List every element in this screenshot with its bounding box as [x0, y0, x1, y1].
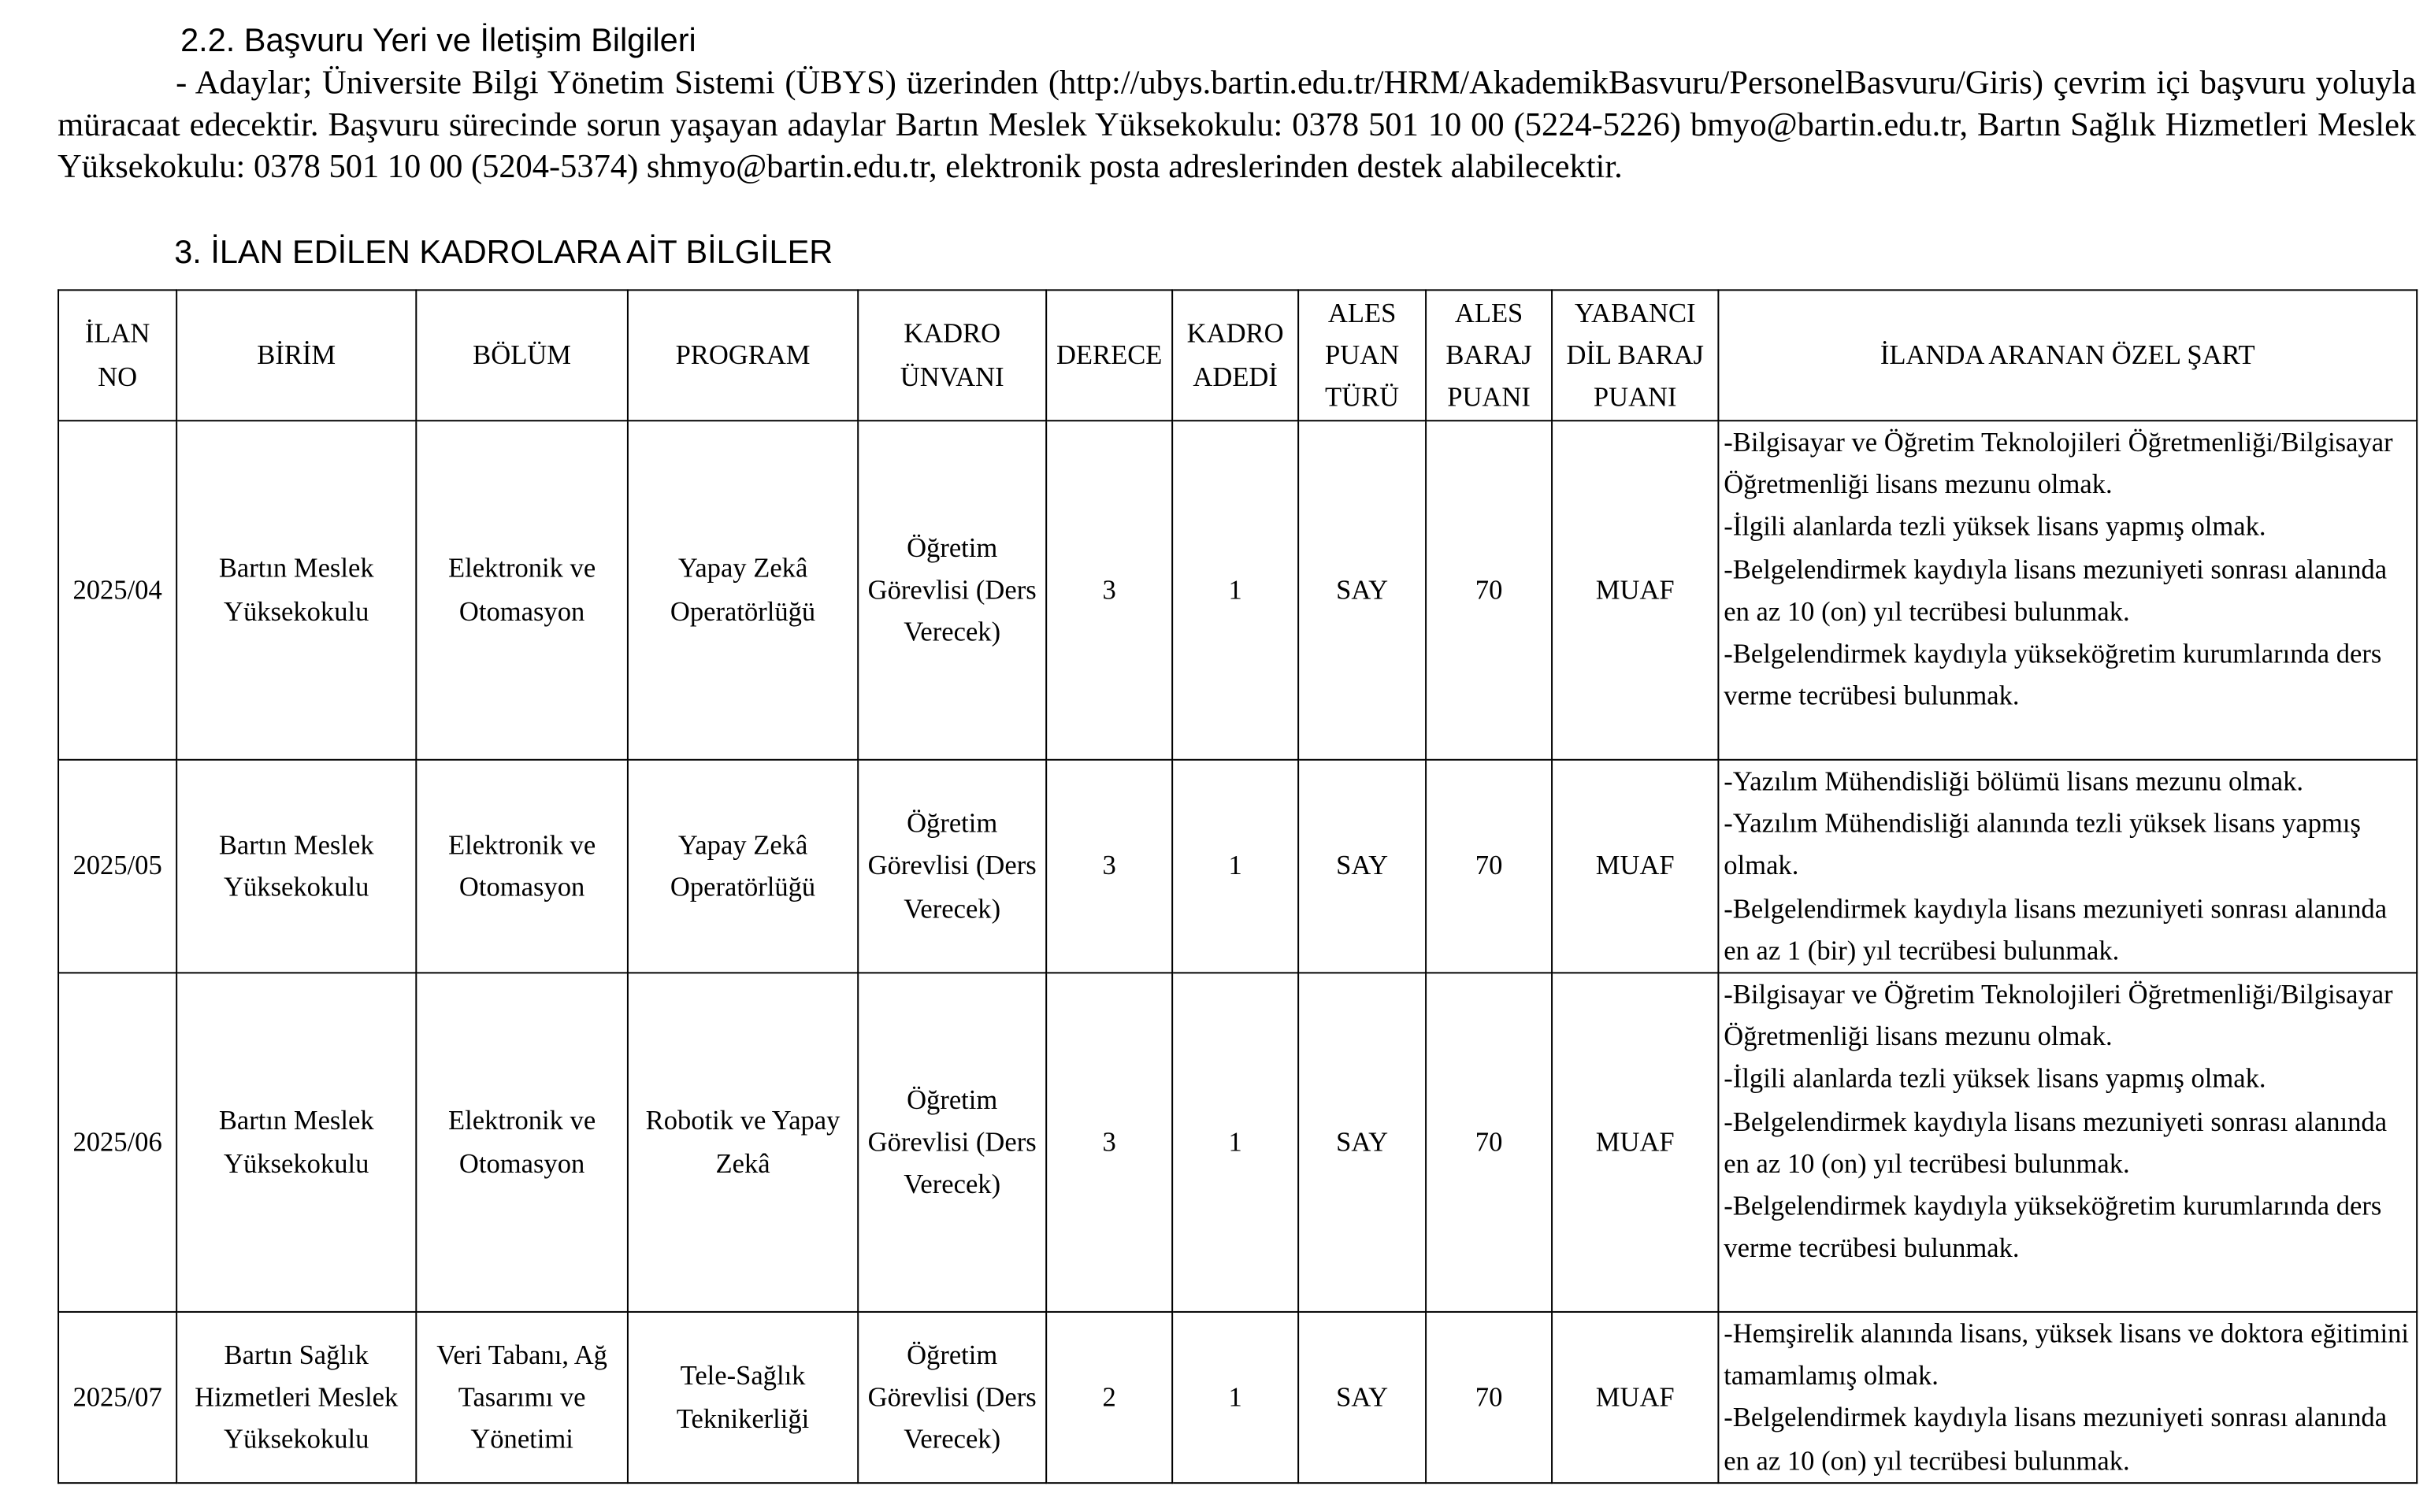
- table-row: [58, 760, 2417, 973]
- condition-item: -Belgelendirmek kaydıyla lisans mezuniyeti sonrası alanında en az 10 (on) yıl tecrübesi bulunmak.: [1724, 1402, 2388, 1476]
- cell-birim: Bartın Sağlık Hizmetleri Meslek Yüksekokulu: [176, 1312, 416, 1483]
- cell-ilan-no: 2025/05: [58, 760, 176, 973]
- cell-derece: 2: [1046, 1312, 1172, 1483]
- cell-yabanci-dil-baraj-puani: MUAF: [1552, 421, 1718, 760]
- cell-yabanci-dil-baraj-puani: MUAF: [1552, 1312, 1718, 1483]
- cell-ales-puan-turu: SAY: [1298, 760, 1426, 973]
- cell-program: Tele-Sağlık Teknikerliği: [628, 1312, 858, 1483]
- condition-item: -İlgili alanlarda tezli yüksek lisans yapmış olmak.: [1724, 1062, 2266, 1095]
- cell-birim: Bartın Meslek Yüksekokulu: [176, 760, 416, 973]
- cell-kadro-unvani: Öğretim Görevlisi (Ders Verecek): [858, 760, 1046, 973]
- condition-item: -Yazılım Mühendisliği alanında tezli yüksek lisans yapmış olmak.: [1724, 807, 2361, 881]
- cell-derece: 3: [1046, 760, 1172, 973]
- cell-kadro-unvani: Öğretim Görevlisi (Ders Verecek): [858, 973, 1046, 1312]
- cell-ales-baraj-puani: 70: [1426, 973, 1552, 1312]
- section-2-2-title: 2.2. Başvuru Yeri ve İletişim Bilgileri: [180, 23, 696, 60]
- application-info-text: - Adaylar; Üniversite Bilgi Yönetim Sistemi (ÜBYS) üzerinden (http://ubys.bartin.edu.tr/HRM/AkademikBasvuru/PersonelBasvuru/Giris) çevrim içi başvuru yoluyla müracaat edecektir. Başvuru sürecinde sorun yaşayan adaylar Bartın Meslek Yüksekokulu: 0378 501 10 00 (5224-5226) bmyo@bartin.edu.tr, Bartın Sağlık Hizmetleri Meslek Yüksekokulu: 0378 501 10 00 (5204-5374) shmyo@bartin.edu.tr, elektronik posta adreslerinden destek alabilecektir.: [58, 63, 2417, 186]
- cell-ales-puan-turu: SAY: [1298, 421, 1426, 760]
- cell-program: Yapay Zekâ Operatörlüğü: [628, 760, 858, 973]
- cell-ales-puan-turu: SAY: [1298, 973, 1426, 1312]
- table-row: [58, 973, 2417, 1312]
- condition-item: -Belgelendirmek kaydıyla yükseköğretim kurumlarında ders verme tecrübesi bulunmak.: [1724, 637, 2382, 712]
- header-bolum: BÖLÜM: [416, 290, 628, 421]
- cell-bolum: Elektronik ve Otomasyon: [416, 760, 628, 973]
- cell-ozel-sart: [1718, 421, 2417, 760]
- cell-ozel-sart: [1718, 973, 2417, 1312]
- header-kadro-adedi: KADRO ADEDİ: [1172, 290, 1298, 421]
- header-ales-puan-turu: ALES PUAN TÜRÜ: [1298, 290, 1426, 421]
- cell-birim: Bartın Meslek Yüksekokulu: [176, 973, 416, 1312]
- cell-kadro-adedi: 1: [1172, 421, 1298, 760]
- cell-kadro-unvani: Öğretim Görevlisi (Ders Verecek): [858, 421, 1046, 760]
- header-ales-baraj-puani: ALES BARAJ PUANI: [1426, 290, 1552, 421]
- cell-bolum: Elektronik ve Otomasyon: [416, 973, 628, 1312]
- cell-bolum: Elektronik ve Otomasyon: [416, 421, 628, 760]
- cell-derece: 3: [1046, 421, 1172, 760]
- application-info-paragraph: [58, 62, 2416, 189]
- cell-ozel-sart: [1718, 1312, 2417, 1483]
- cell-kadro-adedi: 1: [1172, 973, 1298, 1312]
- cell-bolum: Veri Tabanı, Ağ Tasarımı ve Yönetimi: [416, 1312, 628, 1483]
- condition-item: -İlgili alanlarda tezli yüksek lisans yapmış olmak.: [1724, 510, 2266, 543]
- cell-ales-baraj-puani: 70: [1426, 760, 1552, 973]
- cell-birim: Bartın Meslek Yüksekokulu: [176, 421, 416, 760]
- positions-table: [58, 289, 2418, 1484]
- table-row: [58, 1312, 2417, 1483]
- table-header-row: [58, 290, 2417, 421]
- cell-yabanci-dil-baraj-puani: MUAF: [1552, 760, 1718, 973]
- cell-ales-baraj-puani: 70: [1426, 1312, 1552, 1483]
- condition-item: -Hemşirelik alanında lisans, yüksek lisans ve doktora eğitimini tamamlamış olmak.: [1724, 1317, 2409, 1392]
- condition-item: -Bilgisayar ve Öğretim Teknolojileri Öğretmenliği/Bilgisayar Öğretmenliği lisans mezunu olmak.: [1724, 426, 2393, 500]
- section-3-title: 3. İLAN EDİLEN KADROLARA AİT BİLGİLER: [174, 235, 833, 271]
- cell-yabanci-dil-baraj-puani: MUAF: [1552, 973, 1718, 1312]
- cell-ales-puan-turu: SAY: [1298, 1312, 1426, 1483]
- cell-ilan-no: 2025/04: [58, 421, 176, 760]
- cell-ilan-no: 2025/07: [58, 1312, 176, 1483]
- cell-ozel-sart: [1718, 760, 2417, 973]
- header-yabanci-dil-baraj-puani: YABANCI DİL BARAJ PUANI: [1552, 290, 1718, 421]
- header-kadro-unvani: KADRO ÜNVANI: [858, 290, 1046, 421]
- header-program: PROGRAM: [628, 290, 858, 421]
- condition-item: -Belgelendirmek kaydıyla lisans mezuniyeti sonrası alanında en az 10 (on) yıl tecrübesi bulunmak.: [1724, 1105, 2388, 1179]
- cell-kadro-unvani: Öğretim Görevlisi (Ders Verecek): [858, 1312, 1046, 1483]
- condition-item: -Belgelendirmek kaydıyla lisans mezuniyeti sonrası alanında en az 1 (bir) yıl tecrübesi bulunmak.: [1724, 891, 2388, 966]
- condition-item: -Bilgisayar ve Öğretim Teknolojileri Öğretmenliği/Bilgisayar Öğretmenliği lisans mezunu olmak.: [1724, 978, 2393, 1052]
- condition-item: -Belgelendirmek kaydıyla yükseköğretim kurumlarında ders verme tecrübesi bulunmak.: [1724, 1189, 2382, 1264]
- cell-kadro-adedi: 1: [1172, 760, 1298, 973]
- cell-program: Robotik ve Yapay Zekâ: [628, 973, 858, 1312]
- header-ozel-sart: İLANDA ARANAN ÖZEL ŞART: [1718, 290, 2417, 421]
- cell-kadro-adedi: 1: [1172, 1312, 1298, 1483]
- cell-ilan-no: 2025/06: [58, 973, 176, 1312]
- header-birim: BİRİM: [176, 290, 416, 421]
- cell-derece: 3: [1046, 973, 1172, 1312]
- condition-item: -Yazılım Mühendisliği bölümü lisans mezunu olmak.: [1724, 765, 2304, 797]
- cell-program: Yapay Zekâ Operatörlüğü: [628, 421, 858, 760]
- header-derece: DERECE: [1046, 290, 1172, 421]
- cell-ales-baraj-puani: 70: [1426, 421, 1552, 760]
- table-row: [58, 421, 2417, 760]
- condition-item: -Belgelendirmek kaydıyla lisans mezuniyeti sonrası alanında en az 10 (on) yıl tecrübesi bulunmak.: [1724, 553, 2388, 627]
- header-ilan-no: İLAN NO: [58, 290, 176, 421]
